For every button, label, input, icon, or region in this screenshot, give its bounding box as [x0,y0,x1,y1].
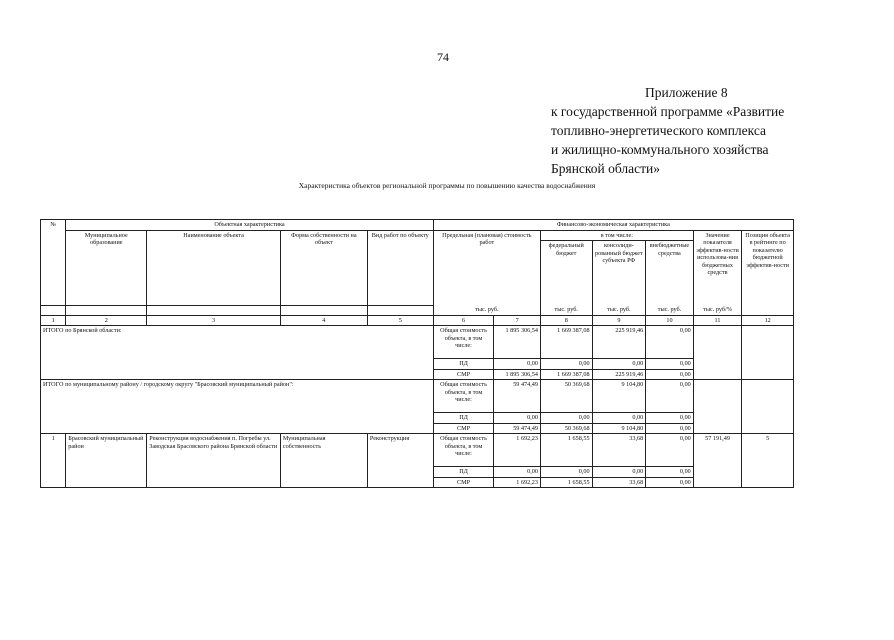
region-smr-offbudget: 0,00 [646,369,694,380]
appendix-line: к государственной программе «Развитие [551,104,785,119]
header-object-name: Наименование объекта [147,230,281,305]
region-pd-federal: 0,00 [540,359,592,370]
column-number: 5 [367,315,433,326]
object-total-cost: 1 692,23 [494,434,541,467]
appendix-header [551,83,784,178]
object-total-offbudget: 0,00 [646,434,694,467]
column-number: 4 [280,315,367,326]
district-smr-consolidated: 9 104,80 [592,423,646,434]
district-total-cost: 59 474,49 [494,380,541,413]
district-smr-cost: 59 474,49 [494,423,541,434]
object-pd-federal: 0,00 [540,467,592,478]
object-smr-consolidated: 33,68 [592,477,646,488]
column-number: 3 [147,315,281,326]
column-number: 1 [41,315,66,326]
header-ownership: Форма собственности на объект [280,230,367,305]
column-number: 2 [66,315,147,326]
page-number: 74 [437,50,449,64]
object-total-consolidated: 33,68 [592,434,646,467]
district-smr-federal: 50 369,68 [540,423,592,434]
object-efficiency: 57 191,49 [693,434,742,488]
header-municipality: Муниципальное образование [66,230,147,305]
object-name: Реконструкция водоснабжения п. Погребы ул. Заводская Брасовского района Брянской области [147,434,281,488]
column-number: 6 [433,315,494,326]
object-ownership: Муниципальная собственность [280,434,367,488]
object-smr-federal: 1 658,55 [540,477,592,488]
header-position: Позиция объекта в рейтинге по показателю бюджетной эффектив-ности [742,230,794,305]
region-total-federal: 1 669 387,08 [540,326,592,359]
region-pd-offbudget: 0,00 [646,359,694,370]
object-smr-cost: 1 692,23 [494,477,541,488]
unit-efficiency: тыс. руб/% [693,305,742,315]
row-label-total: Общая стоимость объекта, в том числе: [433,380,494,413]
column-number: 7 [494,315,541,326]
column-number: 11 [693,315,742,326]
column-number: 9 [592,315,646,326]
object-pd-offbudget: 0,00 [646,467,694,478]
district-smr-offbudget: 0,00 [646,423,694,434]
district-pd-cost: 0,00 [494,413,541,424]
row-label-pd: ПД [433,359,494,370]
district-total-label: ИТОГО по муниципальному району / городскому округу "Брасовский муниципальный район": [41,380,434,434]
district-pd-offbudget: 0,00 [646,413,694,424]
row-label-pd: ПД [433,413,494,424]
header-federal: федеральный бюджет [540,241,592,306]
header-efficiency: Значение показателя эффектив-ности использова-ния бюджетных средств [693,230,742,305]
object-num: 1 [41,434,66,488]
unit-cost: тыс. руб. [433,305,540,315]
row-label-total: Общая стоимость объекта, в том числе: [433,434,494,467]
row-label-total: Общая стоимость объекта, в том числе: [433,326,494,359]
unit-offbudget: тыс. руб. [646,305,694,315]
object-pd-cost: 0,00 [494,467,541,478]
appendix-line: Брянской области» [551,161,661,176]
region-smr-federal: 1 669 387,08 [540,369,592,380]
column-number: 8 [540,315,592,326]
appendix-line: топливно-энергетического комплекса [551,123,767,138]
unit-consolidated: тыс. руб. [592,305,646,315]
header-num: № [41,220,66,306]
appendix-line: и жилищно-коммунального хозяйства [551,142,769,157]
region-total-offbudget: 0,00 [646,326,694,359]
unit-federal: тыс. руб. [540,305,592,315]
water-supply-table [40,219,794,488]
district-total-federal: 50 369,68 [540,380,592,413]
row-label-smr: СМР [433,369,494,380]
column-number: 10 [646,315,694,326]
region-smr-cost: 1 895 306,54 [494,369,541,380]
header-consolidated: консолиди-рованный бюджет субъекта РФ [592,241,646,306]
row-label-pd: ПД [433,467,494,478]
region-smr-consolidated: 225 919,46 [592,369,646,380]
object-position: 5 [742,434,794,488]
district-pd-consolidated: 0,00 [592,413,646,424]
header-objects: Объектная характеристика [66,220,433,231]
object-total-federal: 1 658,55 [540,434,592,467]
object-smr-offbudget: 0,00 [646,477,694,488]
header-finance: Финансово-экономическая характеристика [433,220,793,231]
object-municipality: Брасовский муниципальный район [66,434,147,488]
region-pd-cost: 0,00 [494,359,541,370]
header-work-type: Вид работ по объекту [367,230,433,305]
object-work-type: Реконструкция [367,434,433,488]
header-cost: Предельная (плановая) стоимость работ [433,230,540,305]
row-label-smr: СМР [433,477,494,488]
header-offbudget: внебюджетные средства [646,241,694,306]
district-total-offbudget: 0,00 [646,380,694,413]
header-including: в том числе: [540,230,693,241]
appendix-line: Приложение 8 [645,85,728,100]
object-pd-consolidated: 0,00 [592,467,646,478]
document-title: Характеристика объектов региональной программы по повышению качества водоснабжения [298,181,596,190]
region-total-cost: 1 895 306,54 [494,326,541,359]
district-total-consolidated: 9 104,80 [592,380,646,413]
region-total-label: ИТОГО по Брянской области: [41,326,434,380]
region-total-consolidated: 225 919,46 [592,326,646,359]
region-pd-consolidated: 0,00 [592,359,646,370]
column-number: 12 [742,315,794,326]
district-pd-federal: 0,00 [540,413,592,424]
row-label-smr: СМР [433,423,494,434]
